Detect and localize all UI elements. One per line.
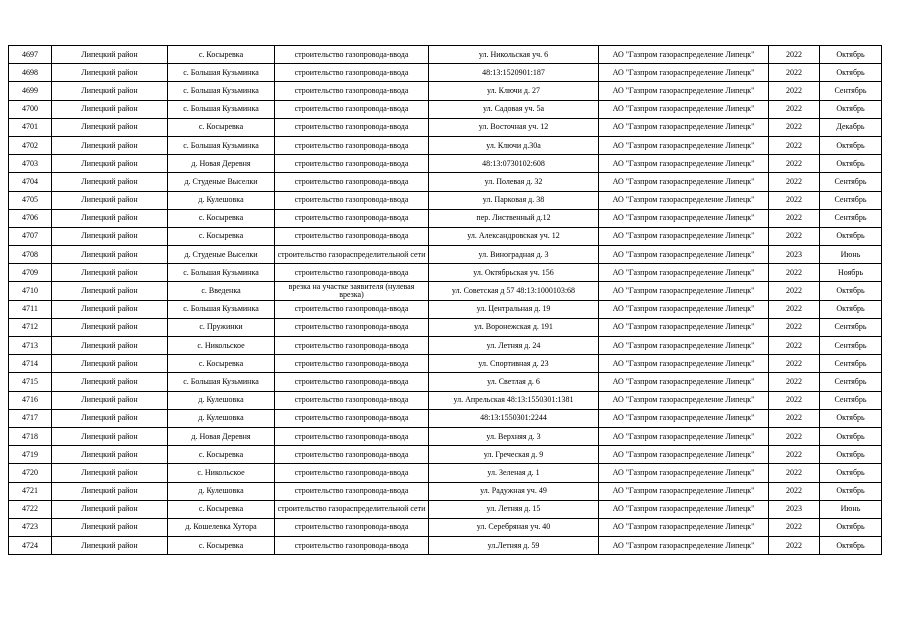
table-row	[9, 246, 882, 264]
cell-month: Сентябрь	[820, 318, 882, 336]
cell-organization: АО "Газпром газораспределение Липецк"	[599, 82, 769, 100]
cell-address: ул. Летняя д. 24	[429, 337, 599, 355]
table-row	[9, 464, 882, 482]
cell-work-type: строительство газопровода-ввода	[275, 136, 429, 154]
cell-year: 2022	[769, 64, 820, 82]
cell-work-type: строительство газопровода-ввода	[275, 391, 429, 409]
cell-district: Липецкий район	[52, 409, 168, 427]
cell-year: 2022	[769, 264, 820, 282]
cell-work-type: строительство газопровода-ввода	[275, 446, 429, 464]
cell-district: Липецкий район	[52, 191, 168, 209]
cell-address: пер. Лиственный д.12	[429, 209, 599, 227]
cell-district: Липецкий район	[52, 264, 168, 282]
cell-locality: с. Введенка	[168, 282, 275, 300]
cell-locality: д. Студеные Выселки	[168, 173, 275, 191]
cell-organization: АО "Газпром газораспределение Липецк"	[599, 427, 769, 445]
cell-organization: АО "Газпром газораспределение Липецк"	[599, 209, 769, 227]
table-row	[9, 191, 882, 209]
table-row	[9, 46, 882, 64]
cell-district: Липецкий район	[52, 427, 168, 445]
cell-organization: АО "Газпром газораспределение Липецк"	[599, 391, 769, 409]
table-row	[9, 155, 882, 173]
cell-month: Сентябрь	[820, 191, 882, 209]
cell-number: 4701	[9, 118, 52, 136]
cell-address: ул. Греческая д. 9	[429, 446, 599, 464]
cell-number: 4713	[9, 337, 52, 355]
cell-work-type: строительство газопровода-ввода	[275, 373, 429, 391]
cell-organization: АО "Газпром газораспределение Липецк"	[599, 500, 769, 518]
cell-work-type: строительство газопровода-ввода	[275, 337, 429, 355]
cell-address: ул. Парковая д. 38	[429, 191, 599, 209]
cell-year: 2022	[769, 191, 820, 209]
cell-locality: с. Большая Кузьминка	[168, 264, 275, 282]
cell-year: 2023	[769, 246, 820, 264]
cell-month: Октябрь	[820, 64, 882, 82]
cell-locality: с. Никольское	[168, 337, 275, 355]
cell-locality: с. Косыревка	[168, 46, 275, 64]
table-row	[9, 537, 882, 555]
cell-locality: с. Косыревка	[168, 500, 275, 518]
cell-locality: с. Косыревка	[168, 537, 275, 555]
cell-organization: АО "Газпром газораспределение Липецк"	[599, 482, 769, 500]
cell-month: Июнь	[820, 500, 882, 518]
cell-year: 2022	[769, 282, 820, 300]
cell-number: 4697	[9, 46, 52, 64]
table-row	[9, 82, 882, 100]
cell-number: 4711	[9, 300, 52, 318]
cell-month: Сентябрь	[820, 82, 882, 100]
cell-locality: д. Кулешовка	[168, 191, 275, 209]
cell-month: Октябрь	[820, 46, 882, 64]
table-row	[9, 209, 882, 227]
cell-year: 2022	[769, 337, 820, 355]
cell-address: ул. Ключи д. 27	[429, 82, 599, 100]
cell-locality: с. Косыревка	[168, 446, 275, 464]
cell-locality: с. Большая Кузьминка	[168, 82, 275, 100]
cell-month: Октябрь	[820, 155, 882, 173]
cell-district: Липецкий район	[52, 482, 168, 500]
cell-month: Октябрь	[820, 282, 882, 300]
cell-locality: с. Косыревка	[168, 118, 275, 136]
cell-year: 2022	[769, 391, 820, 409]
cell-organization: АО "Газпром газораспределение Липецк"	[599, 300, 769, 318]
cell-district: Липецкий район	[52, 209, 168, 227]
cell-organization: АО "Газпром газораспределение Липецк"	[599, 464, 769, 482]
cell-month: Октябрь	[820, 409, 882, 427]
cell-work-type: строительство газопровода-ввода	[275, 518, 429, 536]
cell-organization: АО "Газпром газораспределение Липецк"	[599, 337, 769, 355]
cell-locality: д. Кулешовка	[168, 409, 275, 427]
cell-district: Липецкий район	[52, 337, 168, 355]
cell-organization: АО "Газпром газораспределение Липецк"	[599, 373, 769, 391]
cell-month: Октябрь	[820, 446, 882, 464]
cell-district: Липецкий район	[52, 155, 168, 173]
cell-district: Липецкий район	[52, 500, 168, 518]
cell-work-type: строительство газопровода-ввода	[275, 155, 429, 173]
cell-work-type: врезка на участке заявителя (нулевая врезка)	[275, 282, 429, 300]
cell-work-type: строительство газопровода-ввода	[275, 318, 429, 336]
cell-year: 2022	[769, 100, 820, 118]
table-row	[9, 318, 882, 336]
cell-address: ул. Спортивная д. 23	[429, 355, 599, 373]
cell-district: Липецкий район	[52, 64, 168, 82]
cell-work-type: строительство газораспределительной сети	[275, 246, 429, 264]
cell-locality: д. Новая Деревня	[168, 427, 275, 445]
cell-work-type: строительство газопровода-ввода	[275, 537, 429, 555]
cell-year: 2022	[769, 482, 820, 500]
cell-district: Липецкий район	[52, 46, 168, 64]
table-row	[9, 173, 882, 191]
cell-month: Октябрь	[820, 464, 882, 482]
cell-district: Липецкий район	[52, 355, 168, 373]
cell-number: 4723	[9, 518, 52, 536]
cell-locality: д. Кошелевка Хутора	[168, 518, 275, 536]
cell-district: Липецкий район	[52, 537, 168, 555]
cell-year: 2022	[769, 46, 820, 64]
cell-organization: АО "Газпром газораспределение Липецк"	[599, 355, 769, 373]
cell-address: ул. Ключи д.30а	[429, 136, 599, 154]
cell-number: 4702	[9, 136, 52, 154]
cell-address: ул.Летняя д. 59	[429, 537, 599, 555]
cell-month: Октябрь	[820, 482, 882, 500]
cell-address: ул. Летняя д. 15	[429, 500, 599, 518]
table-row	[9, 409, 882, 427]
cell-work-type: строительство газопровода-ввода	[275, 464, 429, 482]
cell-year: 2023	[769, 500, 820, 518]
cell-district: Липецкий район	[52, 173, 168, 191]
cell-district: Липецкий район	[52, 464, 168, 482]
table-row	[9, 518, 882, 536]
cell-number: 4720	[9, 464, 52, 482]
cell-year: 2022	[769, 446, 820, 464]
cell-address: 48:13:0730102:608	[429, 155, 599, 173]
cell-district: Липецкий район	[52, 518, 168, 536]
cell-locality: с. Косыревка	[168, 227, 275, 245]
cell-number: 4709	[9, 264, 52, 282]
cell-year: 2022	[769, 318, 820, 336]
table-row	[9, 136, 882, 154]
cell-address: ул. Центральная д. 19	[429, 300, 599, 318]
cell-address: ул. Светлая д. 6	[429, 373, 599, 391]
cell-organization: АО "Газпром газораспределение Липецк"	[599, 446, 769, 464]
cell-month: Декабрь	[820, 118, 882, 136]
table-row	[9, 373, 882, 391]
cell-locality: с. Пружинки	[168, 318, 275, 336]
cell-district: Липецкий район	[52, 136, 168, 154]
cell-number: 4717	[9, 409, 52, 427]
cell-address: ул. Воронежская д. 191	[429, 318, 599, 336]
table-row	[9, 264, 882, 282]
table-row	[9, 337, 882, 355]
cell-locality: д. Кулешовка	[168, 391, 275, 409]
cell-organization: АО "Газпром газораспределение Липецк"	[599, 409, 769, 427]
cell-year: 2022	[769, 155, 820, 173]
table-row	[9, 282, 882, 300]
cell-address: ул. Садовая уч. 5а	[429, 100, 599, 118]
cell-month: Октябрь	[820, 537, 882, 555]
cell-address: ул. Серебряная уч. 40	[429, 518, 599, 536]
cell-work-type: строительство газопровода-ввода	[275, 355, 429, 373]
cell-number: 4699	[9, 82, 52, 100]
cell-number: 4710	[9, 282, 52, 300]
cell-month: Октябрь	[820, 518, 882, 536]
cell-district: Липецкий район	[52, 318, 168, 336]
cell-month: Октябрь	[820, 227, 882, 245]
cell-organization: АО "Газпром газораспределение Липецк"	[599, 155, 769, 173]
cell-district: Липецкий район	[52, 391, 168, 409]
cell-work-type: строительство газопровода-ввода	[275, 191, 429, 209]
cell-address: ул. Никольская уч. 6	[429, 46, 599, 64]
cell-locality: с. Большая Кузьминка	[168, 136, 275, 154]
cell-year: 2022	[769, 537, 820, 555]
cell-address: ул. Радужная уч. 49	[429, 482, 599, 500]
cell-address: 48:13:1550301:2244	[429, 409, 599, 427]
cell-address: 48:13:1520901:187	[429, 64, 599, 82]
cell-number: 4719	[9, 446, 52, 464]
cell-locality: с. Большая Кузьминка	[168, 373, 275, 391]
cell-year: 2022	[769, 427, 820, 445]
table-row	[9, 118, 882, 136]
cell-year: 2022	[769, 355, 820, 373]
cell-year: 2022	[769, 118, 820, 136]
cell-month: Сентябрь	[820, 373, 882, 391]
cell-organization: АО "Газпром газораспределение Липецк"	[599, 64, 769, 82]
cell-number: 4712	[9, 318, 52, 336]
table-row	[9, 391, 882, 409]
cell-work-type: строительство газопровода-ввода	[275, 46, 429, 64]
cell-number: 4704	[9, 173, 52, 191]
cell-number: 4706	[9, 209, 52, 227]
cell-district: Липецкий район	[52, 373, 168, 391]
cell-organization: АО "Газпром газораспределение Липецк"	[599, 246, 769, 264]
cell-address: ул. Полевая д. 32	[429, 173, 599, 191]
cell-month: Сентябрь	[820, 173, 882, 191]
cell-work-type: строительство газопровода-ввода	[275, 64, 429, 82]
cell-locality: с. Большая Кузьминка	[168, 64, 275, 82]
table-row	[9, 446, 882, 464]
cell-year: 2022	[769, 464, 820, 482]
table-body	[9, 46, 882, 555]
cell-year: 2022	[769, 518, 820, 536]
cell-locality: д. Студеные Выселки	[168, 246, 275, 264]
cell-locality: с. Косыревка	[168, 355, 275, 373]
cell-year: 2022	[769, 373, 820, 391]
cell-month: Ноябрь	[820, 264, 882, 282]
cell-organization: АО "Газпром газораспределение Липецк"	[599, 227, 769, 245]
cell-organization: АО "Газпром газораспределение Липецк"	[599, 191, 769, 209]
cell-work-type: строительство газопровода-ввода	[275, 300, 429, 318]
cell-month: Октябрь	[820, 100, 882, 118]
cell-organization: АО "Газпром газораспределение Липецк"	[599, 537, 769, 555]
table-row	[9, 100, 882, 118]
table-row	[9, 482, 882, 500]
cell-organization: АО "Газпром газораспределение Липецк"	[599, 118, 769, 136]
table-row	[9, 300, 882, 318]
cell-address: ул. Восточная уч. 12	[429, 118, 599, 136]
cell-work-type: строительство газопровода-ввода	[275, 409, 429, 427]
table-row	[9, 427, 882, 445]
table-row	[9, 64, 882, 82]
cell-work-type: строительство газопровода-ввода	[275, 100, 429, 118]
cell-number: 4698	[9, 64, 52, 82]
cell-number: 4707	[9, 227, 52, 245]
cell-district: Липецкий район	[52, 282, 168, 300]
gasification-table	[8, 45, 882, 555]
cell-address: ул. Октябрьская уч. 156	[429, 264, 599, 282]
cell-number: 4722	[9, 500, 52, 518]
cell-number: 4714	[9, 355, 52, 373]
cell-work-type: строительство газопровода-ввода	[275, 482, 429, 500]
cell-address: ул. Виноградная д. 3	[429, 246, 599, 264]
cell-number: 4724	[9, 537, 52, 555]
cell-work-type: строительство газопровода-ввода	[275, 427, 429, 445]
cell-work-type: строительство газопровода-ввода	[275, 82, 429, 100]
cell-organization: АО "Газпром газораспределение Липецк"	[599, 318, 769, 336]
cell-month: Июнь	[820, 246, 882, 264]
cell-month: Сентябрь	[820, 355, 882, 373]
cell-work-type: строительство газопровода-ввода	[275, 173, 429, 191]
cell-year: 2022	[769, 136, 820, 154]
cell-locality: с. Никольское	[168, 464, 275, 482]
cell-year: 2022	[769, 409, 820, 427]
cell-organization: АО "Газпром газораспределение Липецк"	[599, 136, 769, 154]
cell-work-type: строительство газопровода-ввода	[275, 264, 429, 282]
cell-organization: АО "Газпром газораспределение Липецк"	[599, 518, 769, 536]
cell-month: Сентябрь	[820, 209, 882, 227]
cell-organization: АО "Газпром газораспределение Липецк"	[599, 264, 769, 282]
cell-number: 4715	[9, 373, 52, 391]
cell-number: 4718	[9, 427, 52, 445]
cell-locality: с. Большая Кузьминка	[168, 300, 275, 318]
cell-district: Липецкий район	[52, 300, 168, 318]
cell-district: Липецкий район	[52, 82, 168, 100]
cell-number: 4705	[9, 191, 52, 209]
cell-work-type: строительство газораспределительной сети	[275, 500, 429, 518]
cell-number: 4721	[9, 482, 52, 500]
cell-district: Липецкий район	[52, 227, 168, 245]
cell-district: Липецкий район	[52, 118, 168, 136]
cell-month: Октябрь	[820, 427, 882, 445]
cell-year: 2022	[769, 173, 820, 191]
cell-number: 4708	[9, 246, 52, 264]
cell-number: 4700	[9, 100, 52, 118]
cell-year: 2022	[769, 300, 820, 318]
cell-organization: АО "Газпром газораспределение Липецк"	[599, 282, 769, 300]
cell-locality: с. Большая Кузьминка	[168, 100, 275, 118]
cell-month: Октябрь	[820, 136, 882, 154]
cell-organization: АО "Газпром газораспределение Липецк"	[599, 46, 769, 64]
cell-month: Сентябрь	[820, 337, 882, 355]
cell-address: ул. Верхняя д. 3	[429, 427, 599, 445]
document-sheet	[8, 45, 881, 555]
cell-district: Липецкий район	[52, 446, 168, 464]
cell-address: ул. Апрельская 48:13:1550301:1381	[429, 391, 599, 409]
cell-year: 2022	[769, 82, 820, 100]
cell-number: 4716	[9, 391, 52, 409]
cell-locality: с. Косыревка	[168, 209, 275, 227]
table-row	[9, 355, 882, 373]
cell-address: ул. Советская д 57 48:13:1000103:68	[429, 282, 599, 300]
table-row	[9, 500, 882, 518]
cell-work-type: строительство газопровода-ввода	[275, 227, 429, 245]
table-row	[9, 227, 882, 245]
cell-address: ул. Зеленая д. 1	[429, 464, 599, 482]
cell-month: Сентябрь	[820, 391, 882, 409]
cell-organization: АО "Газпром газораспределение Липецк"	[599, 173, 769, 191]
cell-district: Липецкий район	[52, 100, 168, 118]
cell-month: Октябрь	[820, 300, 882, 318]
cell-year: 2022	[769, 227, 820, 245]
cell-year: 2022	[769, 209, 820, 227]
cell-organization: АО "Газпром газораспределение Липецк"	[599, 100, 769, 118]
cell-locality: д. Новая Деревня	[168, 155, 275, 173]
cell-work-type: строительство газопровода-ввода	[275, 209, 429, 227]
cell-district: Липецкий район	[52, 246, 168, 264]
cell-number: 4703	[9, 155, 52, 173]
cell-work-type: строительство газопровода-ввода	[275, 118, 429, 136]
cell-address: ул. Александровская уч. 12	[429, 227, 599, 245]
cell-locality: д. Кулешовка	[168, 482, 275, 500]
